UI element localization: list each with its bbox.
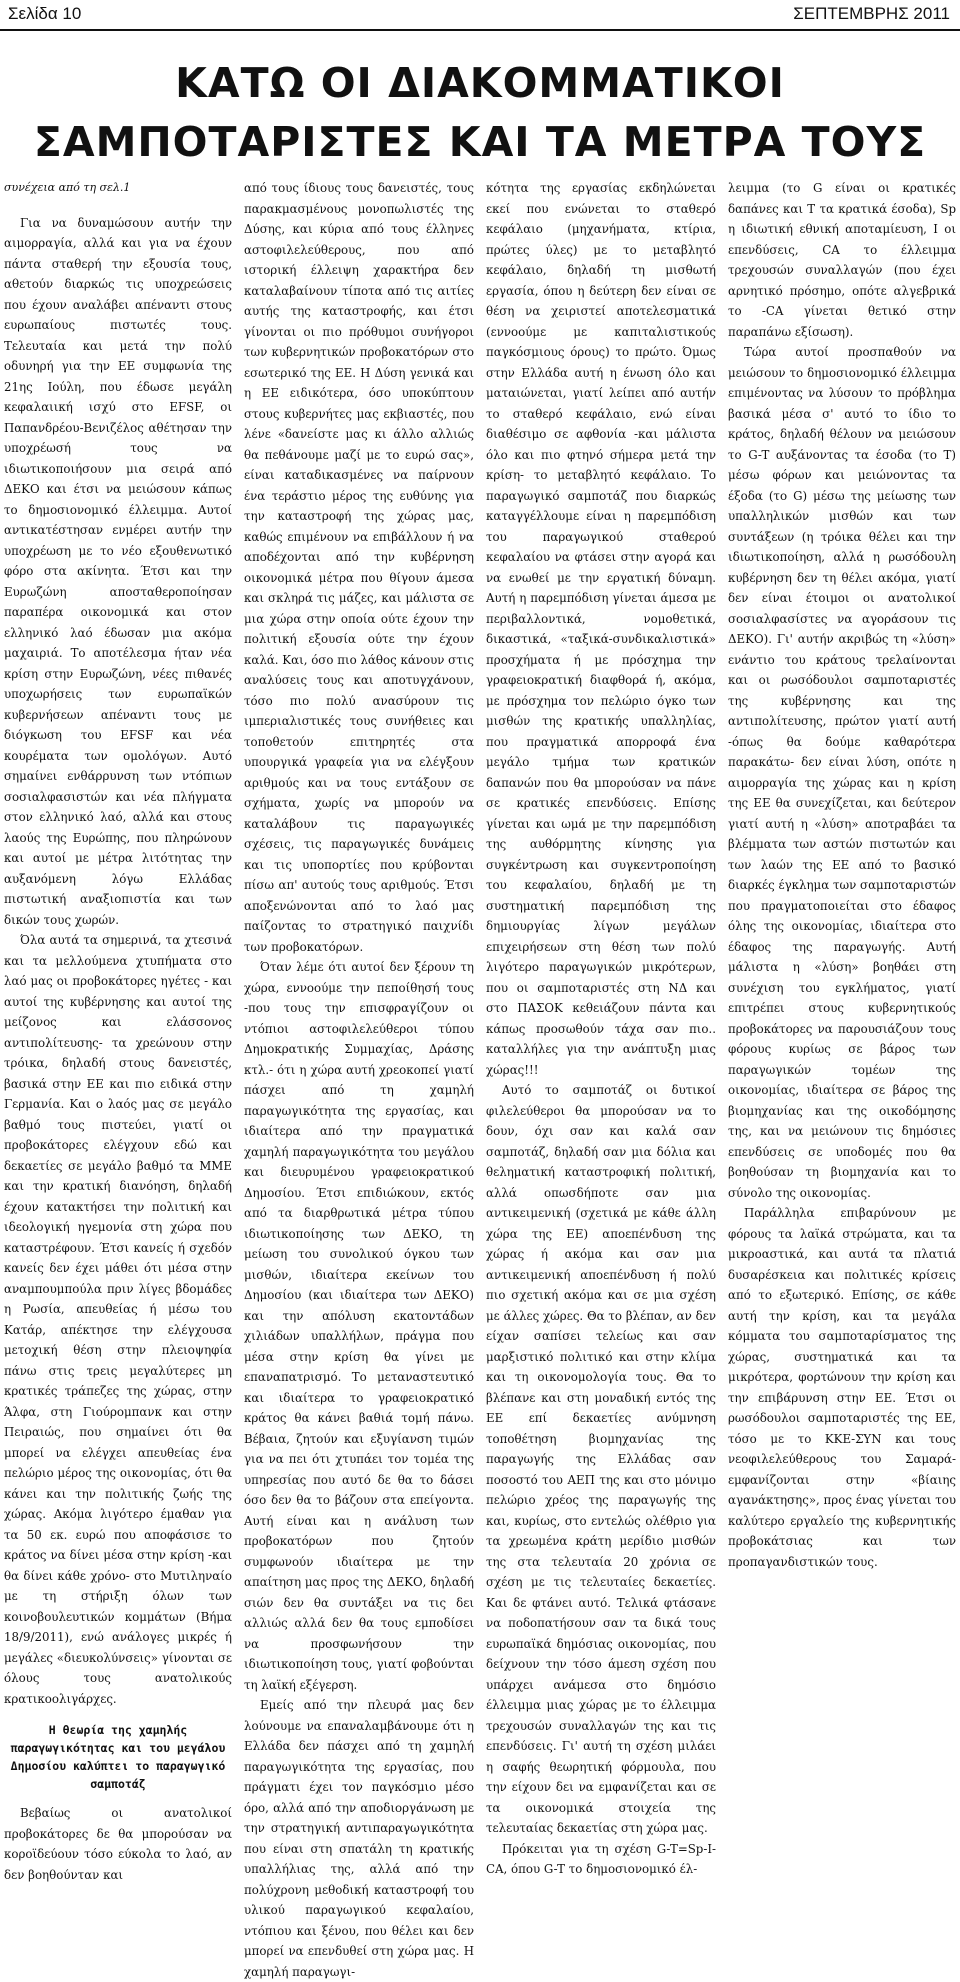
header-rule	[0, 29, 960, 31]
paragraph: Βεβαίως οι ανατολικοί προβοκάτορες δε θα μπορούσαν να κοροϊδεύουν τόσο εύκολα το λαό, αν δεν βοηθούνταν και	[4, 1806, 232, 1882]
headline-line-2: ΣΑΜΠΟΤΑΡΙΣΤΕΣ ΚΑΙ ΤΑ ΜΕΤΡΑ ΤΟΥΣ	[33, 118, 927, 166]
column-4	[728, 178, 956, 1569]
issue-date: ΣΕΠΤΕΜΒΡΗΣ 2011	[793, 4, 950, 23]
article-body	[0, 178, 960, 1979]
page-header	[0, 0, 960, 30]
paragraph: κότητα της εργασίας εκδηλώνεται εκεί που ενώνεται το σταθερό κεφάλαιο (μηχανήματα, κτίρια, πρώτες ύλες) με το μεταβλητό κεφάλαιο, δηλαδή τη μισθωτή εργασία, όπου η δεύτερη δεν είναι σε θέση να χειριστεί αποτελεσματικά (εννοούμε με καπιταλιστικούς παγκόσμιους όρους) το πρώτο. Όμως στην Ελλάδα αυτή η ένωση όλο και ματαιώνεται, γιατί λείπει από αυτήν το σταθερό κεφάλαιο, ενώ είναι διαθέσιμο σε αφθονία -και μάλιστα όλο και πιο φτηνό σήμερα μετά την κρίση- το μεταβλητό κεφάλαιο. Το παραγωγικό σαμποτάζ που διαρκώς καταγγέλλουμε είναι η παρεμπόδιση του παραγωγικού σταθερού κεφαλαίου να φτάσει στην αγορά και να ενωθεί με την εργατική δύναμη. Αυτή η παρεμπόδιση γίνεται άμεσα με περιβαλλοντικά, νομοθετικά, δικαστικά, «ταξικά-συνδικαλιστικά» προσχήματα ή με πρόσχημα την γραφειοκρατική διαφθορά ή, ακόμα, με πρόσχημα τον πελώριο όγκο των μισθών της κρατικής υπαλληλίας, που πραγματικά απορροφά ένα μεγάλο τμήμα των κρατικών δαπανών που θα μπορούσαν να πάνε σε κρατικές επενδύσεις. Επίσης γίνεται και ωμά με την παρεμπόδιση της αυθόρμητης κίνησης για συγκέντρωση και συγκεντροποίηση του κεφαλαίου, δηλαδή με τη συστηματική παρεμπόδιση της δημιουργίας λίγων μεγάλων επιχειρήσεων στη θέση των πολύ λιγότερο παραγωγικών μικρότερων, που οι σαμποταριστές στη ΝΔ και στο ΠΑΣΟΚ κεθειάζουν πάντα και κάπως προσωθούν τάχα σαν πιο.. καταλλήλες για την ανάπτυξη μιας χώρας!!!	[486, 181, 716, 1077]
paragraph: Εμείς από την πλευρά μας δεν λούνουμε να επαναλαμβάνουμε ότι η Ελλάδα δεν πάσχει από τη χαμηλή παραγωγικότητα της εργασίας, που πράγματι έχει τον παγκόσμιο μέσο όρο, αλλά από την αποδιοργάνωση με την στρατηγική αντιπαραγωγικότητα που είναι στη σπατάλη τη κρατικής υπαλλήλιας της, αλλά από την πολύχρονη μεθοδική καταστροφή του υλικού παραγωγικού κεφαλαίου, ντόπιου και ξένου, που θέλει και δεν μπορεί να επενδυθεί στη χώρα μας. Η χαμηλή παραγωγι-	[244, 1698, 474, 1979]
paragraph: λειμμα (το G είναι οι κρατικές δαπάνες και T τα κρατικά έσοδα), Sp η ιδιωτική εθνική αποταμίευση, I οι επενδύσεις, CA το έλλειμμα τρεχουσών συναλλαγών (που έχει αρνητικό πρόσημο, οπότε αλγεβρικά το -CA γίνεται θετικό στην παραπάνω εξίσωση).	[728, 181, 956, 339]
paragraph: Αυτό το σαμποτάζ οι δυτικοί φιλελεύθεροι θα μπορούσαν να το δουν, όχι σαν και καλά σαν σαμποτάζ, δηλαδή σαν μια δόλια και θεληματική καταστροφική πολιτική, αλλά οπωσδήποτε σαν μια αντικειμενική (σχετικά με κάθε άλλη χώρα της ΕΕ) αποεπένδυση της χώρας ή ακόμα και σαν μια αντικειμενική αποεπένδυση ή πολύ πιο σχετική ακόμα και σε μια σχέση με άλλες χώρες. Θα το βλέπαν, αν δεν είχαν σαπίσει τελείως και σαν μαρξιστικό πολιτικό και στην κλίμα και τη οικονομολογία τους. Θα το βλέπανε και στη μοναδική εντός της ΕΕ επί δεκαετίες ανύμνηση τοποθέτηση βιομηχανίας της παραγωγής της Ελλάδας σαν ποσοστό του ΑΕΠ της και στο μόνιμο πελώριο χρέος της παραγωγής της και, κυρίως, στο εντελώς ολέθριο για τα χρεωμένα κράτη μερίδιο μισθών της στα τελευταία 20 χρόνια σε σχέση με τις τελευταίες δεκαετίες. Και δε φτάνει αυτό. Τελικά φτάσανε να ποδοπατήσουν σαν τα δικά τους ευρωπαϊκά δημόσιας οικονομίας, που δείχνουν την τόσο άμεση σχέση που υπάρχει ανάμεσα στο δημόσιο έλλειμμα μιας χώρας με το έλλειμμα τρεχουσών συναλλαγών της και τις επενδύσεις. Γι' αυτή τη σχέση μιλάει η σαφής θεωρητική φόρμουλα, που την είχουν δει να εμφανίζεται και σε τα οικονομικά στοιχεία της τελευταίας δεκαετίας στη χώρα μας.	[486, 1083, 716, 1835]
page-number: Σελίδα 10	[8, 4, 82, 23]
subheading: Η θεωρία της χαμηλής παραγωγικότητας και του μεγάλου Δημοσίου καλύπτει το παραγωγικό σαμποτάζ	[10, 1723, 226, 1791]
headline-line-1: ΚΑΤΩ ΟΙ ΔΙΑΚΟΜΜΑΤΙΚΟΙ	[175, 59, 785, 107]
continuation-note: συνέχεια από τη σελ.1	[4, 181, 131, 194]
paragraph: Πρόκειται για τη σχέση G-T=Sp-I-CA, όπου G-T το δημοσιονομικό έλ-	[486, 1841, 716, 1876]
paragraph: Όλα αυτά τα σημερινά, τα χτεσινά και τα μελλούμενα χτυπήματα στο λαό μας οι προβοκάτορες ηγέτες - και αυτοί της κυβέρνησης και αυτοί της μείζονος και ελάσσονος αντιπολίτευσης- τα χρεώνουν στην τρόικα, δηλαδή στους δανειστές, βασικά στην ΕΕ και πιο ειδικά στην Γερμανία. Και ο λαός μας σε μεγάλο βαθμό τους πιστεύει, γιατί οι προβοκάτορες ελέγχουν εδώ και δεκαετίες σε μεγάλο βαθμό τα ΜΜΕ και την κρατική διανόηση, δηλαδή έχουν κατακτήσει την πολιτική και ιδεολογική ηγεμονία στη χώρα που καταστρέφουν. Έτσι κανείς ή σχεδόν κανείς δεν έχει μάθει ότι μέσα στην αναμπουμπούλα πριν λίγες βδομάδες η Ρωσία, απευθείας ή μέσω του Κατάρ, απέκτησε την ελέγχουσα μετοχική θέση στην πλειοψηφία πάνω στις τρεις μεγαλύτερες μη κρατικές τράπεζες της χώρας, στην Άλφα, στη Γιούρομπανκ και στην Πειραιώς, που σημαίνει ότι θα μπορεί να ελέγχει απευθείας ένα πελώριο μέρος της οικονομίας, ότι θα κάνει και την πολιτικής ζωής της χώρας. Ακόμα λιγότερο έμαθαν για τα 50 εκ. ευρώ που αποφάσισε το κράτος να δίνει μέσα στην κρίση -και θα δίνει κάθε χρόνο- στο Μυτιληναίο με τη στήριξη όλων των κοινοβουλευτικών κομμάτων (Βήμα 18/9/2011), ενώ ανάλογες μικρές ή μεγάλες «διευκολύνσεις» γίνονται σε όλους τους ανατολικούς κρατικοολιγάρχες.	[4, 933, 232, 1706]
paragraph: Όταν λέμε ότι αυτοί δεν ξέρουν τη χώρα, εννοούμε την πεποίθησή τους -που τους την επισφραγίζουν οι ντόπιοι αστοφιλελεύθεροι τύπου Δημοκρατικής Συμμαχίας, Δράσης κτλ.- ότι η χώρα αυτή χρεοκοπεί γιατί πάσχει από τη χαμηλή παραγωγικότητα της εργασίας, και ιδιαίτερα από την πραγματικά χαμηλή παραγωγικότητα του μεγάλου και διευρυμένου γραφειοκρατικού Δημοσίου. Έτσι επιδιώκουν, εκτός από τα διαρθρωτικά μέτρα τύπου ιδιωτικοποίησης των ΔΕΚΟ, τη μείωση του συνολικού όγκου των μισθών, ιδιαίτερα εκείνων του Δημοσίου (και ιδιαίτερα των ΔΕΚΟ) και την απόλυση εκατοντάδων χιλιάδων υπαλλήλων, πράγμα που μέσα στην κρίση θα γίνει με επαναπατρισμό. Το μεταναστευτικό και ιδιαίτερα το γραφειοκρατικό κράτος θα κάνει βαθιά τομή πάνω. Βέβαια, ζητούν και εξυγίανση τιμών για να πει ότι χτυπάει τον τομέα της υπηρεσίας που αυτό δε θα το δάσει όσο δεν θα το βάζουν στα επείγοντα. Αυτή είναι και η ανάλυση των προβοκατόρων που ζητούν συμφωνούν ιδιαίτερα με την απαίτηση μας προς της ΔΕΚΟ, δηλαδή σιών δεν θα συντάξει να τις δει αλλιώς αλλά δεν θα τους εμποδίσει να προσφωνήσουν την ιδιωτικοποίηση τους, γιατί φοβούνται τη λαϊκή εξέγερση.	[244, 960, 474, 1692]
paragraph: Παράλληλα επιβαρύνουν με φόρους τα λαϊκά στρώματα, και τα μικροαστικά, και αυτά τα πλατιά δυσαρέσκεια και πολιτικές κρίσεις από το εξωτερικό. Επίσης, σε κάθε αυτή την κρίση, και τα μεγάλα κόμματα του σαμποταρίσματος της χώρας, συστηματικά και τα μικρότερα, φορτώνουν την κρίση και την επιβάρυνση στην ΕΕ. Έτσι οι ρωσόδουλοι σαμποταριστές της ΕΕ, τόσο με το ΚΚΕ-ΣΥΝ και τους νεοφιλελεύθερους του Σαμαρά-εμφανίζονται στην «βίαιης αγανάκτησης», προς ένας γίνεται του καλύτερο εργαλείο της κυβερνητικής προβοκάτσιας και των προπαγανδιστικών τους.	[728, 1206, 956, 1569]
paragraph: Για να δυναμώσουν αυτήν την αιμορραγία, αλλά και για να έχουν πάντα σταθερή την εξουσία τους, αθετούν διαρκώς τις υποχρεώσεις που έχουν αναλάβει απέναντι στους ευρωπαίους πιστωτές τους. Τελευταία και μετά την πολύ οδυνηρή για την ΕΕ συμφωνία της 21ης Ιούλη, που έδωσε μεγάλη κεφαλαιική ισχύ στο EFSF, οι Παπανδρέου-Βενιζέλος αθέτησαν την υποχρέωσή τους να ιδιωτικοποιήσουν μια σειρά από ΔΕΚΟ και έτσι να μειώσουν κάπως το δημοσιονομικό έλλειμμα. Αυτοί αντικατέστησαν ενμέρει αυτήν την υποχρέωση με το νέο εξουθενωτικό φόρο στα ακίνητα. Έτσι και την Ευρωζώνη αποσταθεροποίησαν παραπέρα οικονομικά και στον ελληνικό λαό έδωσαν μια ακόμα μαχαιριά. Το αποτέλεσμα ήταν νέα κρίση στην Ευρωζώνη, νέες πιθανές υποχωρήσεις των ευρωπαϊκών κυβερνήσεων απέναντι τους με διόγκωση του EFSF και νέα κουρέματα των ομολόγων. Αυτό σημαίνει ενθάρρυνση των ντόπιων σοσιαλφασιστών και νέα πλήγματα στον ελληνικό λαό, αλλά και στους λαούς της Ευρώπης, που πληρώνουν και αυτοί με μέτρα λιτότητας την αυξανόμενη λόγω Ελλάδας πιστωτική αναξιοπιστία και των δικών τους χωρών.	[4, 215, 232, 927]
paragraph: Τώρα αυτοί προσπαθούν να μειώσουν το δημοσιονομικό έλλειμμα επιμένοντας να λύσουν το πρόβλημα βασικά μέσα σ' αυτό το ίδιο το κράτος, δηλαδή θέλουν να μειώσουν το G-T αυξάνοντας τα έσοδα (το T) μέσω φόρων και μειώνοντας τα έξοδα (το G) μέσω της μείωσης των υπαλληλικών μισθών και των συντάξεων (η τρόικα θέλει και την ιδιωτικοποίηση, αλλά η ρωσόδουλη κυβέρνηση δεν τη θέλει ακόμα, γιατί δεν είναι έτοιμοι οι ανατολικοί σοσιαλφασίστες να αγοράσουν τις ΔΕΚΟ). Γι' αυτήν ακριβώς τη «λύση» ενάντιο του κράτους τρελαίνονται και οι ρωσόδουλοι σαμποταριστές της κυβέρνησης και της αντιπολίτευσης, πρώτον γιατί αυτή -όπως θα δούμε καθαρότερα παρακάτω- δεν είναι λύση, οπότε η αιμορραγία της χώρας και η κρίση της ΕΕ θα συνεχίζεται, και δεύτερον γιατί αυτή η «λύση» αποτραβάει τα βλέμματα των αστών πιστωτών και των λαών της ΕΕ από το βασικό διαρκές έγκλημα των σαμποταριστών που πραγματοποιείται στο έδαφος όλης της οικονομίας, ιδιαίτερα στο έδαφος της παραγωγής. Αυτή μάλιστα η «λύση» βοηθάει στη συνέχιση του εγκλήματος, γιατί επιτρέπει στους κυβερνητικούς προβοκάτορες να παρουσιάζουν τους φόρους κυρίως σε βάρος των παραγωγικών τομέων της οικονομίας, ιδιαίτερα σε βάρος της βιομηχανίας και της οικοδόμησης της, και να μειώνουν τις δημόσιες επενδύσεις σε υποδομές που θα βοηθούσαν τη βιομηχανία και το σύνολο της οικονομίας.	[728, 345, 956, 1200]
column-1	[4, 178, 232, 1882]
column-3	[486, 178, 716, 1876]
paragraph: από τους ίδιους τους δανειστές, τους παρακμασμένους μονοπωλιστές της Δύσης, και κύρια από τους έλληνες αστοφιλελεύθερους, που από ιστορική έλλειψη χαρακτήρα δεν καταλαβαίνουν τίποτα από τις αιτίες αυτής της καταστροφής, και έτσι γίνονται οι πιο πρόθυμοι συνήγοροι των κυβερνητικών προβοκατόρων στο εσωτερικό της ΕΕ. Η Δύση γενικά και η ΕΕ ειδικότερα, όσο υποκύπτουν στους κυβερνήτες μας εκβιαστές, που λένε «δανείστε μας κι άλλο αλλιώς θα πεθάνουμε μαζί με το ευρώ σας», είναι καταδικασμένες να παίρνουν ένα τεράστιο μέρος της ευθύνης για την καταστροφή της χώρας μας, καθώς επιμένουν να επιβάλλουν ή να αποδέχονται από την κυβέρνηση οικονομικά μέτρα που θίγουν άμεσα και σκληρά τις μάζες, και μάλιστα σε μια χώρα στην οποία ούτε έχουν την πολιτική εξουσία ούτε την έχουν καλά. Και, όσο πιο λάθος κάνουν στις αναλύσεις τους και αποτυγχάνουν, τόσο πιο πολύ ανασύρουν τις ιμπεριαλιστικές τους συνήθειες και τοποθετούν επιτηρητές στα υπουργικά γραφεία για να ελέγξουν αριθμούς και να τους εντάξουν σε σχήματα, χωρίς να μπορούν να καταλάβουν τις παραγωγικές σχέσεις, τις παραγωγικές δυνάμεις και τις υποπορτίες που κρύβονται πίσω απ' αυτούς τους αριθμούς. Έτσι αποξενώνονται από το λαό μας παίζοντας το στρατηγικό παιχνίδι των προβοκατόρων.	[244, 181, 474, 954]
column-2	[244, 178, 474, 1979]
